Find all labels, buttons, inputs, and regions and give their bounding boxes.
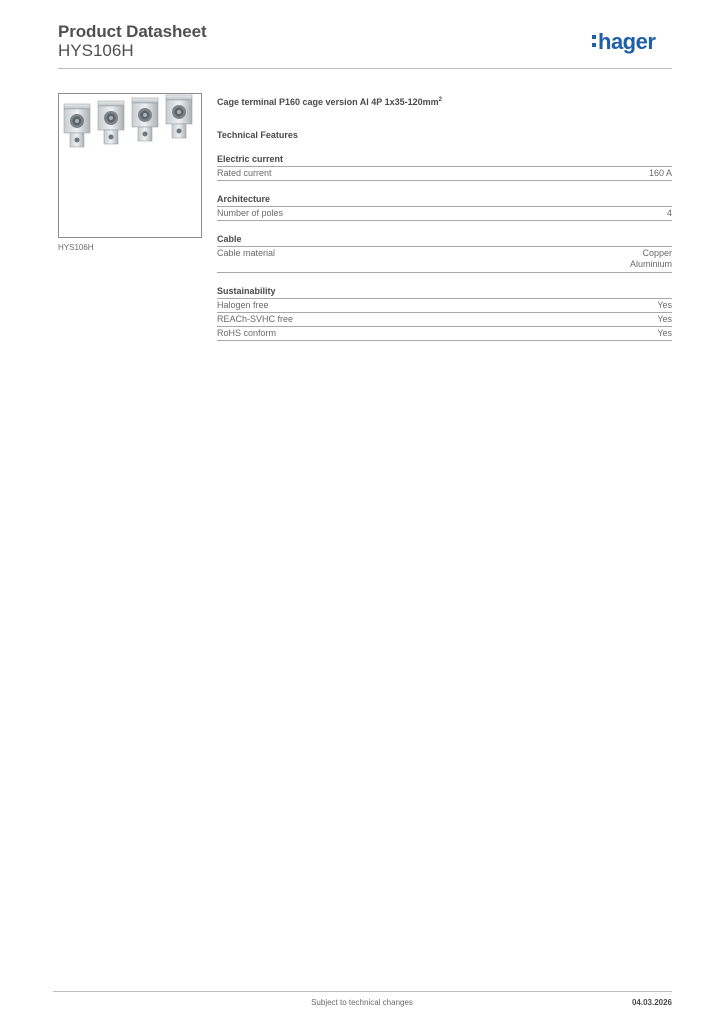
spec-row-reach-svhc-free	[217, 313, 672, 327]
spec-label: Halogen free	[217, 300, 269, 310]
section-title: Electric current	[217, 154, 672, 167]
spec-label: Rated current	[217, 168, 272, 178]
spec-label: RoHS conform	[217, 328, 277, 338]
spec-label: Number of poles	[217, 208, 284, 218]
section-title: Cable	[217, 234, 672, 247]
spec-value-aluminium: Aluminium	[629, 259, 672, 269]
spec-label: REACh-SVHC free	[217, 314, 294, 324]
spec-row-number-of-poles	[217, 207, 672, 221]
section-title: Sustainability	[217, 286, 672, 299]
section-sustainability	[217, 286, 672, 341]
product-title-superscript: 2	[438, 97, 442, 103]
section-title: Architecture	[217, 194, 672, 207]
hager-logo	[592, 28, 672, 56]
image-caption: HYS106H	[58, 243, 94, 252]
section-electric-current	[217, 154, 672, 181]
logo-text: hager	[598, 29, 656, 54]
spec-value-copper: Copper	[642, 248, 672, 258]
technical-features-heading: Technical Features	[217, 130, 298, 140]
header-divider	[58, 68, 672, 69]
footer-divider	[53, 991, 672, 992]
footer-note: Subject to technical changes	[311, 998, 413, 1007]
spec-row-cable-material	[217, 247, 672, 273]
section-architecture	[217, 194, 672, 221]
page-header	[58, 20, 672, 70]
spec-value: Yes	[657, 328, 672, 338]
spec-value: Yes	[657, 300, 672, 310]
footer-date: 04.03.2026	[631, 998, 672, 1007]
spec-label: Cable material	[217, 248, 276, 258]
product-title-text: Cage terminal P160 cage version Al 4P 1x35-120mm	[217, 97, 439, 107]
document-title: Product Datasheet	[58, 22, 207, 41]
spec-row-halogen-free	[217, 299, 672, 313]
spec-row-rohs-conform	[217, 327, 672, 341]
spec-value	[630, 248, 672, 270]
document-subtitle: HYS106H	[58, 41, 134, 60]
spec-value: 4	[666, 208, 672, 218]
cage-terminal-4p-image	[59, 94, 201, 237]
product-details	[217, 94, 672, 341]
product-title	[217, 94, 672, 106]
section-cable	[217, 234, 672, 273]
spec-row-rated-current	[217, 167, 672, 181]
product-image	[58, 93, 202, 238]
spec-value: Yes	[657, 314, 672, 324]
spec-value: 160 A	[648, 168, 672, 178]
